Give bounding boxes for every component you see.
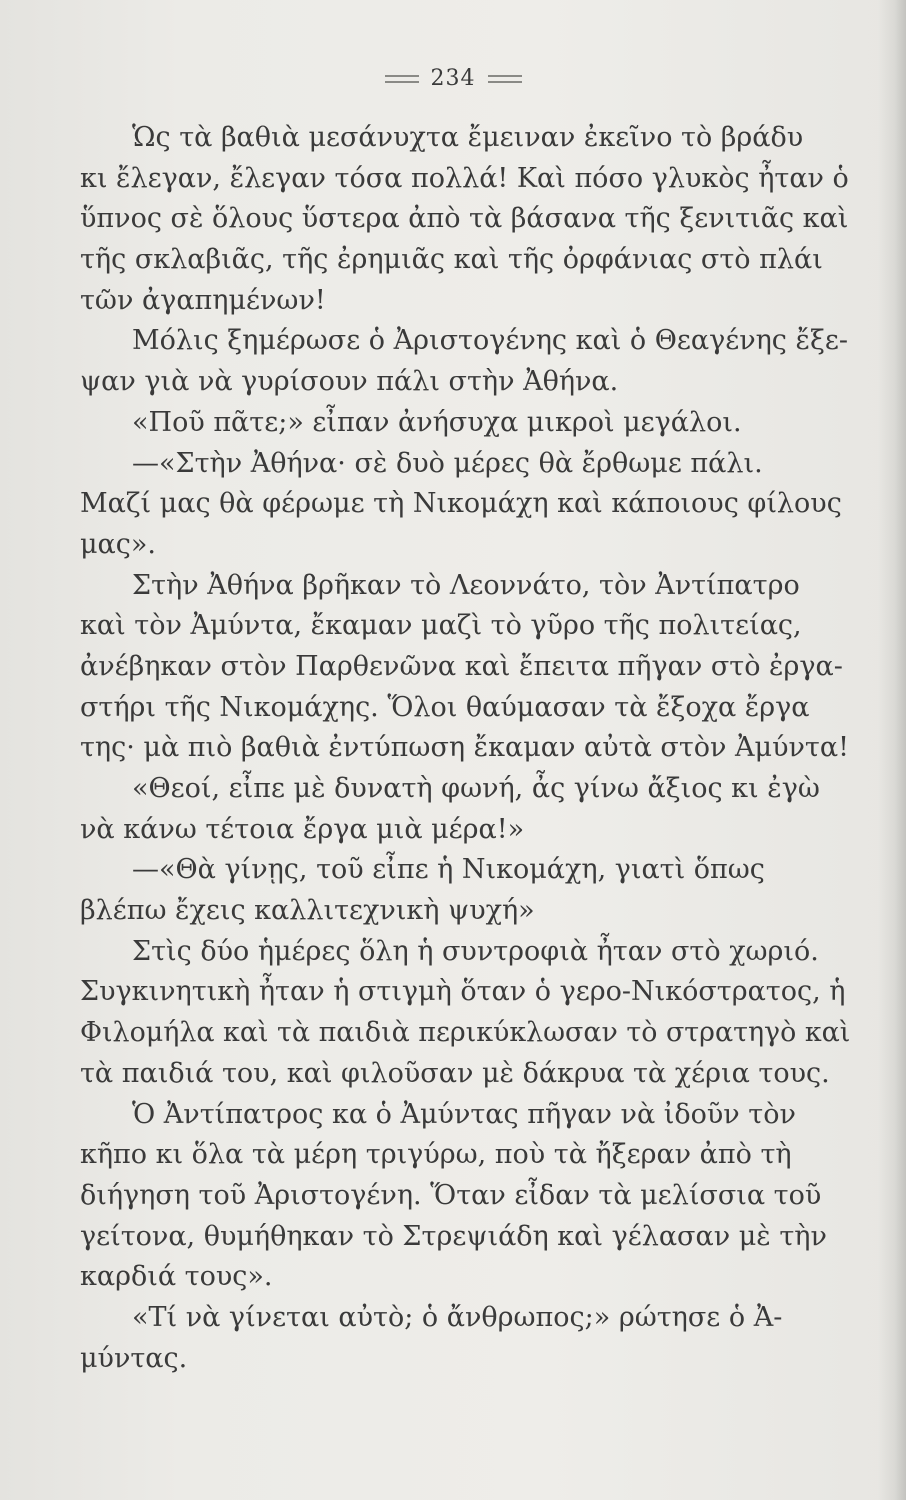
text-line: «Θεοί, εἶπε μὲ δυνατὴ φωνή, ἆς γίνω ἄξιος κι ἐγὼ: [132, 773, 820, 804]
text-line: διήγηση τοῦ Ἀριστογένη. Ὅταν εἶδαν τὰ μελίσσια τοῦ: [80, 1179, 822, 1211]
text-line: —«Θὰ γίνῃς, τοῦ εἶπε ἡ Νικομάχη, γιατὶ ὅπως: [132, 854, 765, 886]
text-line: Στὴν Ἀθήνα βρῆκαν τὸ Λεοννάτο, τὸν Ἀντίπατρο: [132, 569, 800, 601]
text-line: τὰ παιδιά του, καὶ φιλοῦσαν μὲ δάκρυα τὰ χέρια τους.: [80, 1057, 830, 1089]
text-line: της· μὰ πιὸ βαθιὰ ἐντύπωση ἔκαμαν αὐτὰ στὸν Ἀμύντα!: [80, 732, 849, 764]
text-line: μύντας.: [80, 1342, 188, 1374]
text-line: κι ἔλεγαν, ἔλεγαν τόσα πολλά! Καὶ πόσο γλυκὸς ἦταν ὁ: [80, 162, 849, 194]
header-rule-left: [385, 75, 419, 83]
text-line: καρδιά τους».: [80, 1261, 273, 1293]
text-line: Ὡς τὰ βαθιὰ μεσάνυχτα ἔμειναν ἐκεῖνο τὸ βράδυ: [132, 122, 804, 153]
page-number: 234: [430, 66, 476, 91]
text-line: Μαζί μας θὰ φέρωμε τὴ Νικομάχη καὶ κάποιους φίλους: [80, 488, 842, 520]
page-header: [0, 66, 906, 91]
text-line: μας».: [80, 528, 157, 560]
text-line: ἀνέβηκαν στὸν Παρθενῶνα καὶ ἔπειτα πῆγαν στὸ ἐργα-: [80, 650, 843, 682]
text-line: στήρι τῆς Νικομάχης. Ὅλοι θαύμασαν τὰ ἔξοχα ἔργα: [80, 691, 810, 723]
text-line: νὰ κάνω τέτοια ἔργα μιὰ μέρα!»: [80, 813, 525, 845]
text-line: —«Στὴν Ἀθήνα· σὲ δυὸ μέρες θὰ ἔρθωμε πάλι.: [132, 447, 763, 479]
text-line: κῆπο κι ὅλα τὰ μέρη τριγύρω, ποὺ τὰ ἤξεραν ἀπὸ τὴ: [80, 1139, 792, 1171]
text-line: βλέπω ἔχεις καλλιτεχνικὴ ψυχή»: [80, 895, 535, 927]
page-gutter-shadow: [878, 0, 906, 1500]
text-line: Συγκινητικὴ ἦταν ἡ στιγμὴ ὅταν ὁ γερο-Νικόστρατος, ἡ: [80, 976, 846, 1008]
text-line: Στὶς δύο ἡμέρες ὅλη ἡ συντροφιὰ ἦταν στὸ χωριό.: [132, 935, 819, 967]
text-line: γείτονα, θυμήθηκαν τὸ Στρεψιάδη καὶ γέλασαν μὲ τὴν: [80, 1220, 827, 1252]
text-line: «Τί νὰ γίνεται αὐτὸ; ὁ ἄνθρωπος;» ρώτησε ὁ Ἀ-: [132, 1301, 783, 1333]
text-line: καὶ τὸν Ἀμύντα, ἔκαμαν μαζὶ τὸ γῦρο τῆς πολιτείας,: [80, 610, 802, 642]
text-line: ψαν γιὰ νὰ γυρίσουν πάλι στὴν Ἀθήνα.: [80, 366, 619, 398]
body-text: [80, 118, 850, 1379]
text-line: Φιλομήλα καὶ τὰ παιδιὰ περικύκλωσαν τὸ στρατηγὸ καὶ: [80, 1017, 851, 1049]
text-line: ὕπνος σὲ ὅλους ὕστερα ἀπὸ τὰ βάσανα τῆς ξενιτιᾶς καὶ: [80, 203, 849, 235]
text-line: τῶν ἀγαπημένων!: [80, 284, 326, 316]
text-line: Ὁ Ἀντίπατρος κα ὁ Ἀμύντας πῆγαν νὰ ἰδοῦν τὸν: [132, 1098, 796, 1130]
text-line: τῆς σκλαβιᾶς, τῆς ἐρημιᾶς καὶ τῆς ὀρφάνιας στὸ πλάι: [80, 244, 823, 276]
text-line: Μόλις ξημέρωσε ὁ Ἀριστογένης καὶ ὁ Θεαγένης ἔξε-: [132, 325, 848, 357]
header-rule-right: [488, 75, 522, 83]
text-line: «Ποῦ πᾶτε;» εἶπαν ἀνήσυχα μικροὶ μεγάλοι.: [132, 406, 742, 438]
